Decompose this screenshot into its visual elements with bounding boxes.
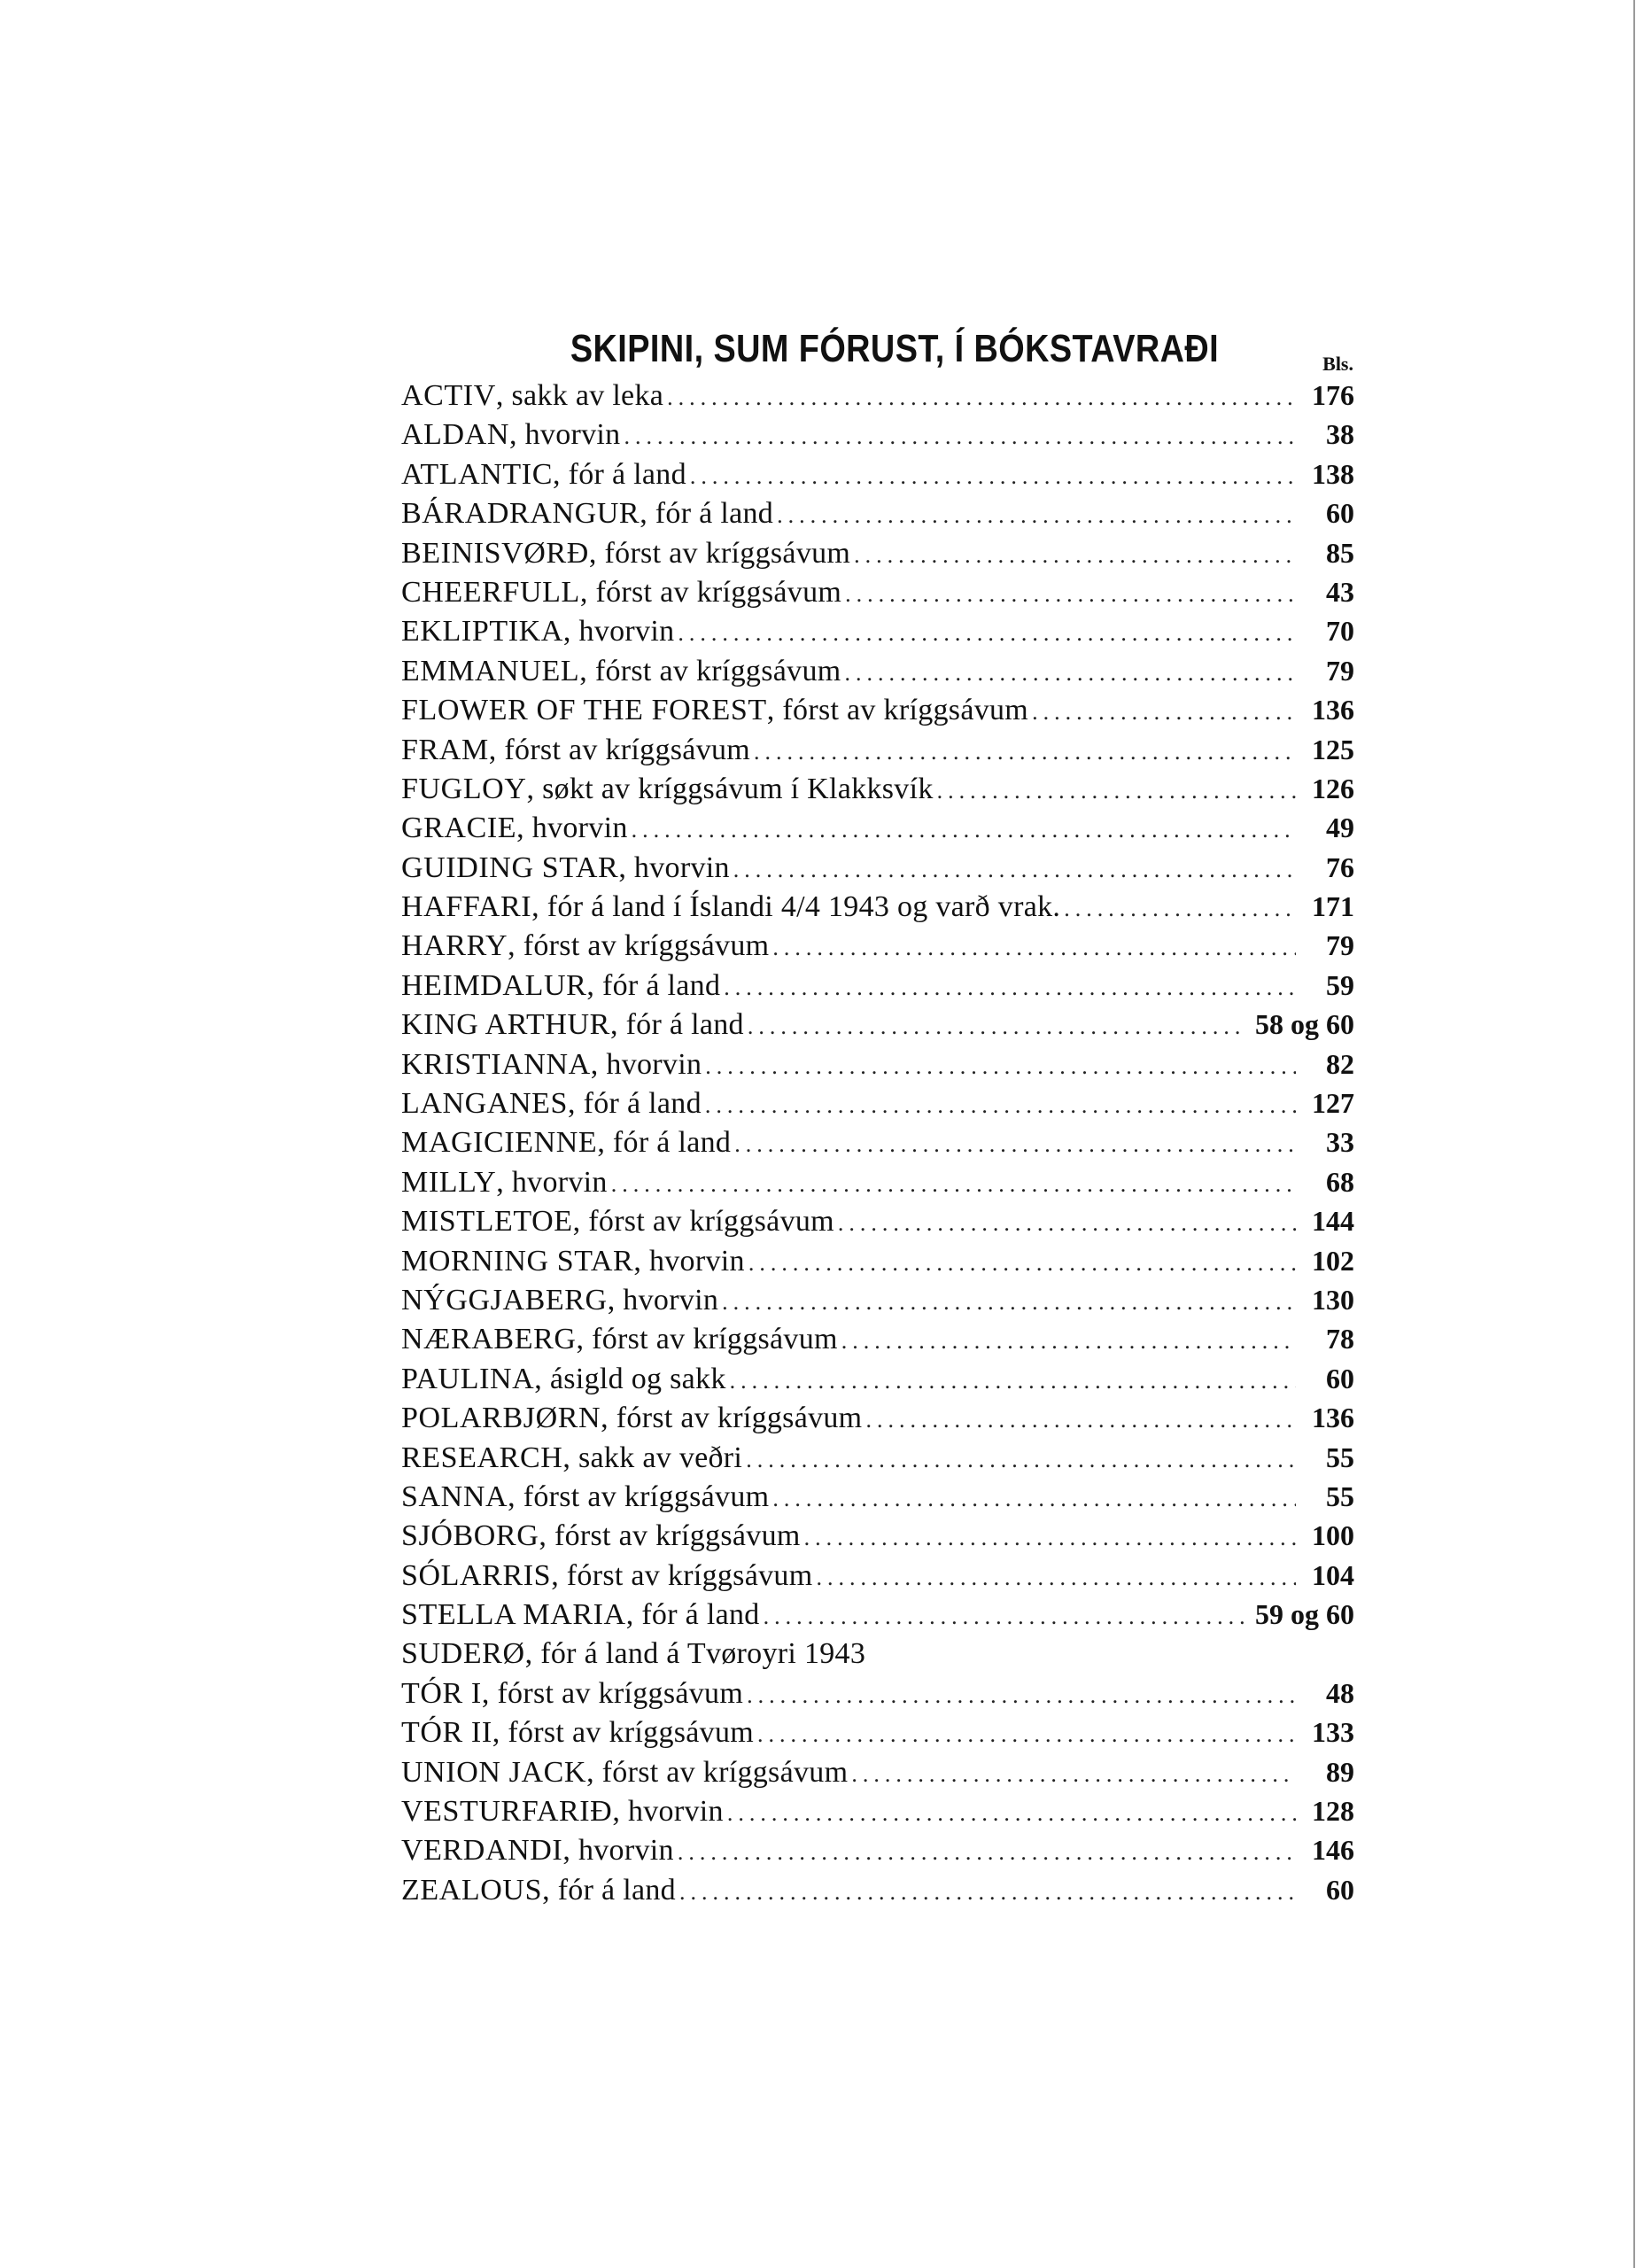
page-reference: 82 [1326, 1047, 1354, 1080]
index-entry [401, 1752, 1354, 1791]
ship-name: ATLANTIC [401, 457, 553, 491]
separator: , [640, 497, 655, 531]
ship-name: ALDAN [401, 418, 509, 452]
fate-note: hvorvin [627, 1795, 724, 1829]
separator: , [495, 379, 512, 412]
dot-leader [777, 496, 1296, 535]
dot-leader [757, 1715, 1296, 1754]
fate-note: fór á land [568, 457, 686, 491]
entry-text [401, 1123, 731, 1162]
fate-note: fórst av kríggsávum [523, 929, 770, 963]
ship-name: GUIDING STAR [401, 850, 619, 884]
dot-leader [754, 733, 1296, 772]
fate-note: fórst av kríggsávum [566, 1558, 813, 1592]
page-reference: 59 og 60 [1255, 1598, 1354, 1631]
fate-note: hvorvin [648, 1244, 745, 1278]
dot-leader [611, 1165, 1296, 1204]
page-reference: 78 [1326, 1323, 1354, 1355]
page-reference: 68 [1326, 1165, 1354, 1198]
fate-note: fór á land [557, 1873, 676, 1907]
dot-leader [1032, 693, 1296, 732]
separator: , [508, 929, 523, 963]
ship-name: FUGLOY [401, 772, 527, 805]
fate-note: fór á land [602, 968, 721, 1002]
dot-leader [746, 1441, 1296, 1480]
dot-leader [667, 378, 1296, 417]
dot-leader [747, 1676, 1296, 1715]
fate-note: fórst av kríggsávum [508, 1716, 755, 1750]
index-entry [401, 1280, 1354, 1319]
dot-leader [748, 1007, 1246, 1046]
ship-name: MISTLETOE [401, 1205, 573, 1239]
entry-text [401, 1163, 608, 1202]
dot-leader [724, 968, 1296, 1007]
index-entry [401, 493, 1354, 532]
ship-name: UNION JACK [401, 1755, 587, 1789]
ship-name: MAGICIENNE [401, 1126, 598, 1160]
index-entry [401, 1438, 1354, 1477]
separator: , [612, 1795, 628, 1829]
ship-name: TÓR II [401, 1716, 492, 1750]
separator: , [607, 1283, 624, 1317]
ship-name: NÆRABERG [401, 1323, 577, 1356]
ship-name: MORNING STAR [401, 1244, 634, 1278]
entry-text [401, 849, 730, 888]
index-entry [401, 572, 1354, 611]
dot-leader [854, 536, 1296, 575]
dot-leader [678, 1833, 1296, 1872]
ship-name: EMMANUEL [401, 654, 580, 687]
fate-note: fór á land [655, 497, 774, 531]
entry-text [401, 1674, 743, 1713]
separator: , [492, 1716, 508, 1750]
page-reference: 127 [1312, 1087, 1354, 1120]
entry-text [401, 1517, 801, 1556]
index-entry [401, 848, 1354, 887]
dot-leader [1064, 889, 1296, 928]
ship-name: NÝGGJABERG [401, 1283, 608, 1317]
page-reference: 126 [1312, 772, 1354, 804]
separator: , [508, 1480, 523, 1513]
index-entry [401, 730, 1354, 769]
ship-name: SJÓBORG [401, 1519, 539, 1553]
fate-note: hvorvin [524, 418, 621, 452]
dot-leader [678, 614, 1296, 653]
index-entry [401, 690, 1354, 729]
separator: , [496, 1165, 512, 1199]
page-reference: 85 [1326, 536, 1354, 569]
ship-name: VERDANDI [401, 1834, 563, 1868]
entry-text [401, 770, 934, 809]
page-reference: 59 [1326, 968, 1354, 1001]
fate-note: søkt av kríggsávum í Klakksvík [542, 772, 934, 805]
ship-name: KING ARTHUR [401, 1008, 610, 1042]
dot-leader [632, 811, 1296, 850]
page-reference: 89 [1326, 1755, 1354, 1788]
dot-leader [733, 850, 1296, 889]
index-entry [401, 1122, 1354, 1161]
dot-leader [734, 1125, 1296, 1164]
entry-text [401, 1439, 742, 1478]
page-reference: 171 [1312, 890, 1354, 923]
entry-text [401, 1831, 674, 1870]
entry-text [401, 888, 1060, 927]
fate-note: hvorvin [511, 1165, 608, 1199]
dot-leader [624, 417, 1296, 456]
index-entry [401, 415, 1354, 454]
page-reference: 102 [1312, 1244, 1354, 1277]
page-reference: 128 [1312, 1795, 1354, 1828]
index-entry [401, 966, 1354, 1005]
ship-index-list [401, 376, 1354, 1909]
index-entry [401, 1830, 1354, 1869]
ship-name: TÓR I [401, 1676, 482, 1710]
index-entry [401, 611, 1354, 650]
ship-name: EKLIPTIKA [401, 615, 563, 649]
fate-note: fór á land [641, 1598, 760, 1632]
separator: , [488, 733, 505, 766]
separator: , [562, 1834, 578, 1868]
ship-name: ZEALOUS [401, 1873, 543, 1907]
dot-leader [851, 1755, 1296, 1794]
page-reference: 133 [1312, 1716, 1354, 1749]
entry-text [401, 967, 720, 1006]
index-entry [401, 808, 1354, 847]
page-reference: 60 [1326, 1362, 1354, 1394]
fate-note: fórst av kríggsávum [592, 1323, 838, 1356]
entry-text [401, 416, 620, 454]
index-entry [401, 887, 1354, 926]
index-entry [401, 926, 1354, 965]
separator: , [576, 1323, 593, 1356]
entry-text [401, 455, 686, 494]
separator: , [625, 1598, 642, 1632]
fate-note: fórst av kríggsávum [616, 1402, 863, 1435]
entry-text [401, 1360, 726, 1399]
dot-leader [727, 1794, 1296, 1833]
index-entry [401, 1516, 1354, 1555]
fate-note: ásigld og sakk [549, 1362, 726, 1395]
entry-text [401, 1006, 744, 1045]
page-reference: 49 [1326, 812, 1354, 844]
ship-name: BEINISVØRÐ [401, 536, 589, 570]
entry-text [401, 652, 841, 691]
page-reference: 104 [1312, 1558, 1354, 1591]
index-entry [401, 1556, 1354, 1595]
entry-text [401, 1045, 702, 1084]
dot-leader [690, 457, 1296, 496]
page-reference: 79 [1326, 929, 1354, 962]
fate-note: fórst av kríggsávum [554, 1519, 801, 1553]
dot-leader [865, 1401, 1296, 1440]
entry-text [401, 1596, 760, 1635]
page-reference: 130 [1312, 1283, 1354, 1316]
index-entry [401, 1791, 1354, 1830]
index-entry [401, 1201, 1354, 1240]
fate-note: fórst av kríggsávum [588, 1205, 834, 1239]
ship-name: RESEARCH [401, 1441, 563, 1474]
separator: , [766, 694, 783, 727]
index-entry [401, 1595, 1354, 1634]
fate-note: fórst av kríggsávum [595, 575, 842, 609]
fate-note: fórst av kríggsávum [782, 694, 1029, 727]
dot-leader [679, 1873, 1296, 1912]
separator: , [579, 575, 596, 609]
page-reference: 100 [1312, 1519, 1354, 1552]
ship-name: HAFFARI [401, 890, 532, 924]
ship-name: LANGANES [401, 1087, 569, 1121]
fate-note: fór á land [583, 1087, 702, 1121]
ship-name: BÁRADRANGUR [401, 497, 640, 531]
separator: , [586, 1755, 602, 1789]
ship-name: PAULINA [401, 1362, 535, 1395]
separator: , [633, 1244, 649, 1278]
separator: , [579, 654, 595, 687]
ship-name: STELLA MARIA [401, 1598, 626, 1632]
entry-text [401, 1242, 745, 1281]
page-reference: 60 [1326, 1873, 1354, 1906]
entry-text [401, 1713, 754, 1752]
page-reference: 76 [1326, 850, 1354, 883]
separator: , [597, 1126, 613, 1160]
entry-text [401, 612, 674, 651]
entry-text [401, 573, 841, 612]
dot-leader [845, 654, 1297, 693]
separator: , [508, 418, 525, 452]
ship-name: SUDERØ [401, 1636, 525, 1670]
fate-note: hvorvin [623, 1283, 719, 1317]
dot-leader [772, 1480, 1296, 1518]
entry-text [401, 1399, 862, 1438]
dot-leader [705, 1047, 1296, 1086]
page-reference: 146 [1312, 1834, 1354, 1867]
entry-text [401, 1753, 848, 1792]
separator: , [601, 1402, 616, 1435]
fate-note: fórst av kríggsávum [601, 1755, 849, 1789]
ship-name: HARRY [401, 929, 508, 963]
ship-name: MILLY [401, 1165, 497, 1199]
dot-leader [804, 1518, 1296, 1557]
entry-text [401, 1320, 838, 1359]
fate-note: hvorvin [578, 1834, 674, 1868]
fate-note: fórst av kríggsávum [604, 536, 851, 570]
dot-leader [838, 1204, 1296, 1243]
ship-name: KRISTIANNA [401, 1047, 591, 1081]
separator: , [551, 1558, 567, 1592]
fate-note: hvorvin [606, 1047, 702, 1081]
index-entry [401, 1635, 1354, 1674]
entry-text [401, 1635, 865, 1674]
fate-note: fór á land í Íslandi 4/4 1943 og varð vrak. [547, 890, 1061, 924]
dot-leader [772, 928, 1296, 967]
separator: , [539, 1519, 554, 1553]
entry-text [401, 691, 1028, 730]
page-reference: 176 [1312, 379, 1354, 411]
separator: , [516, 812, 532, 845]
dot-leader [764, 1597, 1246, 1636]
index-entry [401, 769, 1354, 808]
index-entry [401, 1674, 1354, 1713]
separator: , [562, 615, 579, 649]
dot-leader [937, 772, 1296, 811]
dot-leader [705, 1086, 1296, 1125]
separator: , [531, 890, 547, 924]
index-entry [401, 651, 1354, 690]
page-reference: 43 [1326, 575, 1354, 608]
fate-note: fórst av kríggsávum [504, 733, 751, 766]
entry-text [401, 534, 850, 573]
ship-name: SANNA [401, 1480, 508, 1513]
separator: , [526, 772, 543, 805]
entry-text [401, 1478, 769, 1517]
index-entry [401, 1005, 1354, 1044]
entry-text [401, 1792, 724, 1831]
dot-leader [722, 1283, 1296, 1322]
separator: , [588, 536, 605, 570]
entry-text [401, 731, 750, 770]
ship-name: POLARBJØRN [401, 1402, 601, 1435]
page-reference: 60 [1326, 497, 1354, 530]
page-reference: 55 [1326, 1480, 1354, 1512]
page-reference: 79 [1326, 654, 1354, 687]
fate-note: hvorvin [531, 812, 628, 845]
index-entry [401, 1319, 1354, 1358]
page-reference: 38 [1326, 418, 1354, 451]
page-reference: 144 [1312, 1205, 1354, 1238]
dot-leader [845, 575, 1296, 614]
page-reference: 125 [1312, 733, 1354, 765]
separator: , [609, 1008, 626, 1042]
page-title: SKIPINI, SUM FÓRUST, Í BÓKSTAVRAÐI [570, 327, 1220, 371]
fate-note: fór á land á Tvøroyri 1943 [540, 1636, 866, 1670]
ship-name: ACTIV [401, 379, 496, 412]
separator: , [553, 457, 569, 491]
dot-leader [730, 1362, 1296, 1401]
ship-name: GRACIE [401, 812, 517, 845]
entry-text [401, 1202, 834, 1241]
fate-note: fórst av kríggsávum [523, 1480, 770, 1513]
ship-name: FRAM [401, 733, 489, 766]
page-edge-line [1633, 0, 1635, 2268]
index-entry [401, 1359, 1354, 1398]
index-entry [401, 1045, 1354, 1084]
dot-leader [816, 1558, 1296, 1597]
separator: , [572, 1205, 589, 1239]
index-entry [401, 1241, 1354, 1280]
page-reference: 136 [1312, 694, 1354, 726]
entry-text [401, 1557, 812, 1596]
index-entry [401, 1713, 1354, 1751]
entry-text [401, 494, 773, 533]
ship-name: HEIMDALUR [401, 968, 587, 1002]
entry-text [401, 809, 628, 848]
fate-note: hvorvin [633, 850, 730, 884]
page-reference: 58 og 60 [1255, 1008, 1354, 1041]
entry-text [401, 927, 769, 966]
page-reference: 138 [1312, 457, 1354, 490]
index-entry [401, 1162, 1354, 1201]
ship-name: SÓLARRIS [401, 1558, 552, 1592]
entry-text [401, 377, 663, 416]
fate-note: fór á land [612, 1126, 732, 1160]
page-reference: 55 [1326, 1441, 1354, 1473]
fate-note: fór á land [625, 1008, 744, 1042]
entry-text [401, 1084, 702, 1123]
separator: , [586, 968, 602, 1002]
index-entry [401, 1870, 1354, 1909]
separator: , [562, 1441, 578, 1474]
index-entry [401, 1084, 1354, 1122]
dot-leader [841, 1322, 1296, 1361]
separator: , [618, 850, 634, 884]
fate-note: sakk av veðri [578, 1441, 743, 1474]
page-reference: 48 [1326, 1676, 1354, 1709]
separator: , [590, 1047, 607, 1081]
index-entry [401, 533, 1354, 572]
ship-name: CHEERFULL [401, 575, 580, 609]
separator: , [481, 1676, 498, 1710]
fate-note: fórst av kríggsávum [497, 1676, 744, 1710]
page-reference: 70 [1326, 615, 1354, 648]
ship-name: FLOWER OF THE FOREST [401, 694, 767, 727]
fate-note: sakk av leka [511, 379, 664, 412]
separator: , [524, 1636, 541, 1670]
separator: , [568, 1087, 584, 1121]
separator: , [542, 1873, 558, 1907]
entry-text [401, 1871, 676, 1910]
page-column-header: Bls. [1322, 353, 1353, 375]
page-reference: 33 [1326, 1126, 1354, 1159]
separator: , [534, 1362, 550, 1395]
index-entry [401, 1398, 1354, 1437]
index-entry [401, 376, 1354, 415]
entry-text [401, 1281, 718, 1320]
index-entry [401, 454, 1354, 493]
ship-name: VESTURFARIÐ [401, 1795, 613, 1829]
page-reference: 136 [1312, 1402, 1354, 1434]
dot-leader [748, 1244, 1296, 1283]
index-entry [401, 1477, 1354, 1516]
fate-note: fórst av kríggsávum [594, 654, 841, 687]
fate-note: hvorvin [578, 615, 675, 649]
